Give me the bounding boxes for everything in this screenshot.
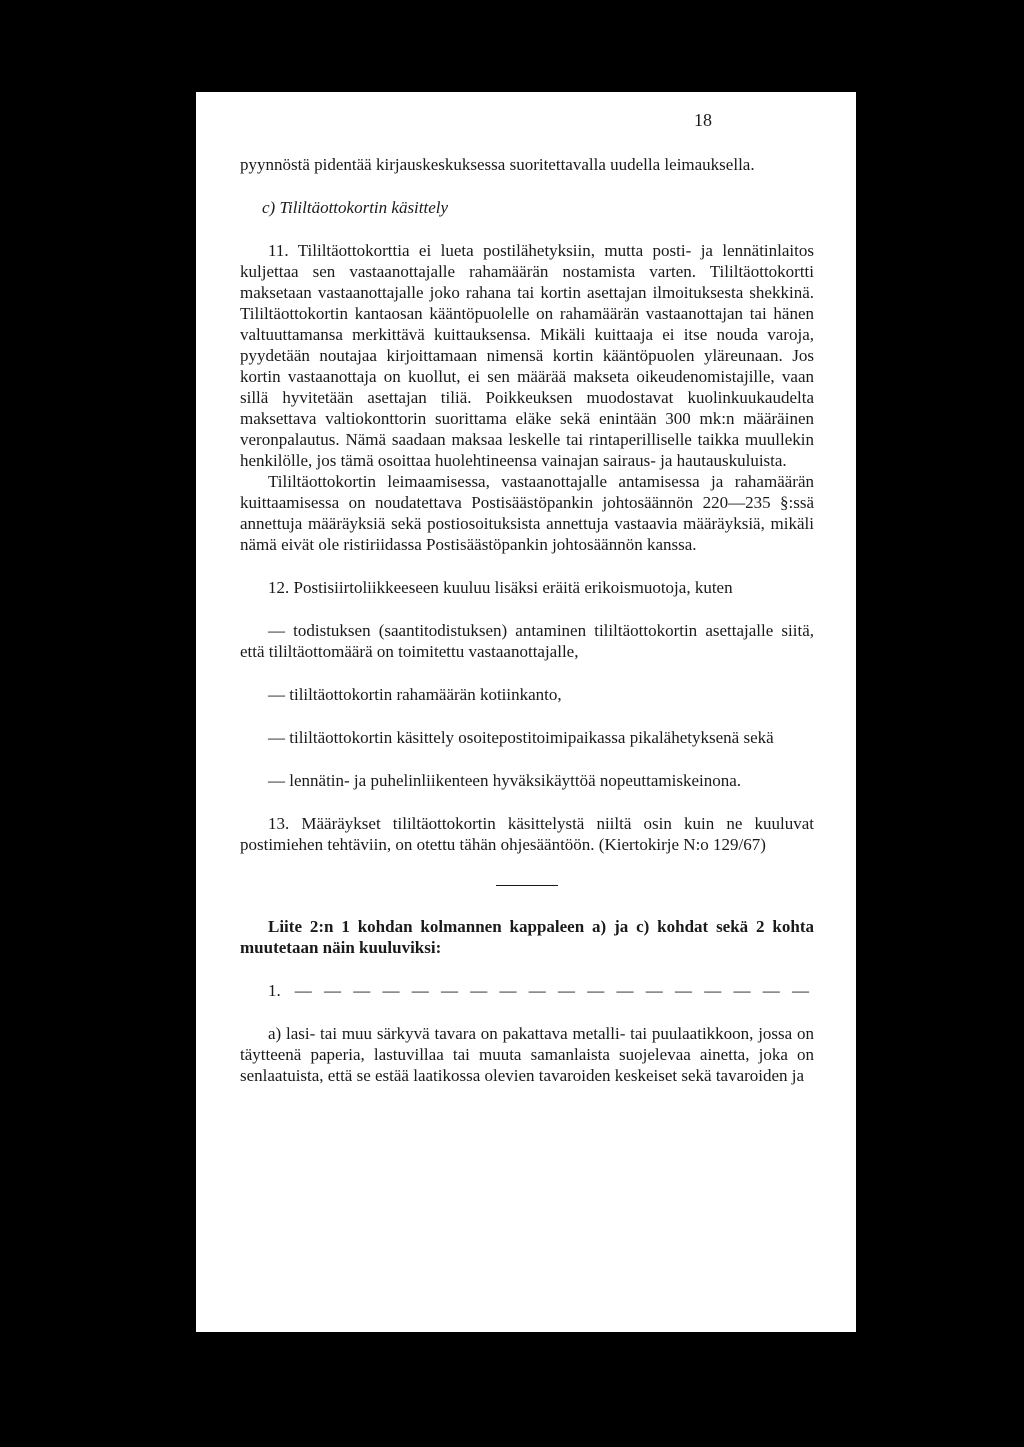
list-item: — todistuksen (saantitodistuksen) antaminen tililtäottokortin asettajalle siitä, että tililtäottomäärä on toimitettu vastaanottajalle, xyxy=(240,621,814,661)
document-page xyxy=(196,92,856,1332)
liite-heading: Liite 2:n 1 kohdan kolmannen kappaleen a) ja c) kohdat sekä 2 kohta muutetaan näin kuuluviksi: xyxy=(240,917,814,957)
item-1-line xyxy=(240,980,814,1001)
body-text xyxy=(240,154,814,1086)
item-1-dashes: — — — — — — — — — — — — — — — — — — xyxy=(294,981,813,1000)
paragraph-12: 12. Postisiirtoliikkeeseen kuuluu lisäksi eräitä erikoismuotoja, kuten xyxy=(268,578,733,597)
paragraph-a: a) lasi- tai muu särkyvä tavara on pakattava metalli- tai puulaatikkoon, jossa on täytteenä paperia, lastuvillaa tai muuta samanlaista suojelevaa ainetta, joka on senlaatuista, että se estää laatikossa olevien tavaroiden keskeiset sekä tavaroiden ja xyxy=(240,1024,814,1085)
list-item: — tililtäottokortin rahamäärän kotiinkanto, xyxy=(268,685,562,704)
page-number: 18 xyxy=(694,110,712,130)
paragraph-11-continued: Tililtäottokortin leimaamisessa, vastaanottajalle antamisessa ja rahamäärän kuittaamisessa on noudatettava Postisäästöpankin johtosäännön 220—235 §:ssä annettuja määräyksiä sekä postiosoituksista annettuja vastaavia määräyksiä, mikäli nämä eivät ole ristiriidassa Postisäästöpankin johtosäännön kanssa. xyxy=(240,472,814,554)
item-1-number: 1. xyxy=(268,981,281,1000)
list-item: — lennätin- ja puhelinliikenteen hyväksikäyttöä nopeuttamiskeinona. xyxy=(268,771,742,790)
section-heading: c) Tililtäottokortin käsittely xyxy=(262,198,449,217)
paragraph-13: 13. Määräykset tililtäottokortin käsittelystä niiltä osin kuin ne kuuluvat postimiehen tehtäviin, on otettu tähän ohjesääntöön. (Kiertokirje N:o 129/67) xyxy=(240,814,814,854)
intro-paragraph: pyynnöstä pidentää kirjauskeskuksessa suoritettavalla uudella leimauksella. xyxy=(240,155,755,174)
list-item: — tililtäottokortin käsittely osoitepostitoimipaikassa pikalähetyksenä sekä xyxy=(268,728,774,747)
paragraph-11: 11. Tililtäottokorttia ei lueta postilähetyksiin, mutta posti- ja lennätinlaitos kuljettaa sen vastaanottajalle rahamäärän nostamista varten. Tililtäottokortti maksetaan vastaanottajalle joko rahana tai kortin asettajan ilmoituksesta shekkinä. Tililtäottokortin kantaosan kääntöpuolelle on rahamäärän vastaanottajan tai hänen valtuuttamansa merkittävä kuittauksensa. Mikäli kuittaaja ei itse nouda varoja, pyydetään noutajaa kirjoittamaan nimensä kortin kääntöpuolen yläreunaan. Jos kortin vastaanottaja on kuollut, ei sen määrää makseta oikeudenomistajille, vaan sillä hyvitetään asettajan tiliä. Poikkeuksen muodostavat kuolinkuukaudelta maksettava valtiokonttorin suorittama eläke sekä enintään 300 mk:n määräinen veronpalautus. Nämä saadaan maksaa leskelle tai rintaperilliselle taikka muullekin henkilölle, jos tämä osoittaa huolehtineensa vainajan sairaus- ja hautauskuluista. xyxy=(240,241,814,470)
